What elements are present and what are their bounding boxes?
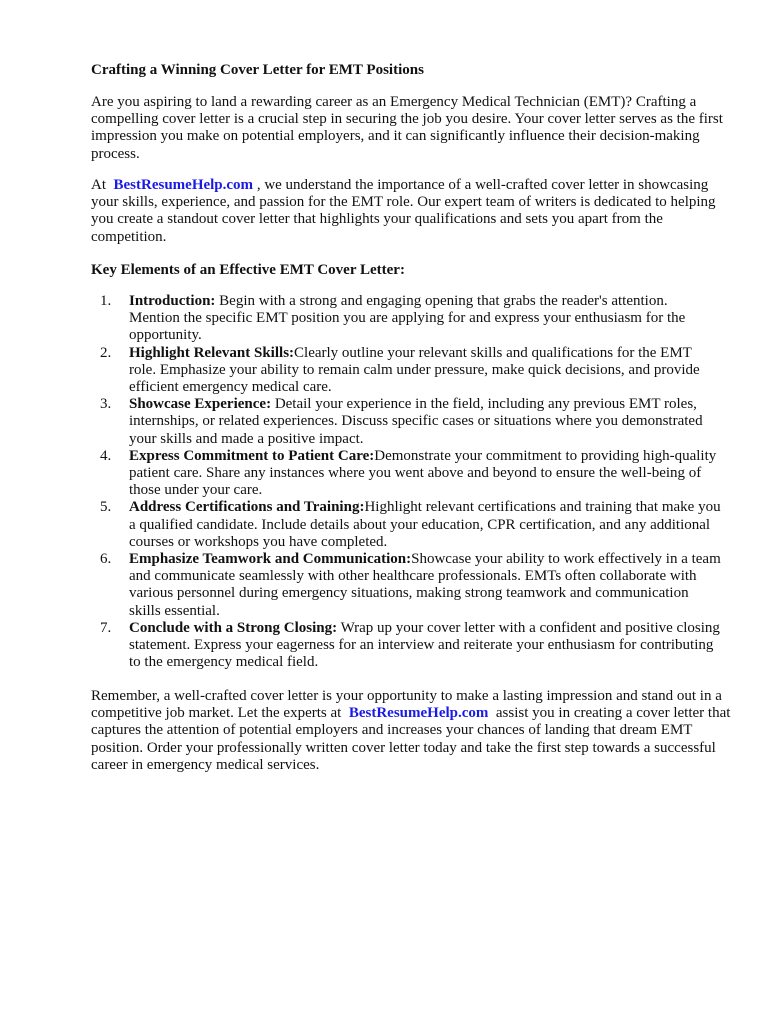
list-item-text: Wrap up your cover letter with a confident and positive closing statement. Express your eagerness for an interview and reiterate your enthusiasm for contributing to the emergency medical field. — [129, 619, 720, 671]
list-item — [91, 620, 721, 672]
elements-list — [91, 293, 721, 671]
list-item — [91, 448, 721, 500]
list-item-heading: Highlight Relevant Skills: — [129, 344, 295, 361]
company-paragraph-prefix: At — [91, 177, 106, 193]
list-item-heading: Emphasize Teamwork and Communication: — [129, 551, 412, 568]
list-item-number: 1. — [100, 293, 112, 309]
list-item — [91, 551, 721, 620]
list-item-number: 5. — [100, 499, 112, 516]
list-item-heading: Introduction: — [129, 293, 216, 309]
list-item-text: Showcase your ability to work effectively in a team and communicate seamlessly with other healthcare professionals. EMTs often collaborate with various personnel during emergency situations, making strong teamwork and communication skills essential. — [129, 551, 721, 619]
list-item-text: Begin with a strong and engaging opening that grabs the reader's attention. Mention the specific EMT position you are applying for and express your enthusiasm for the opportunity. — [129, 293, 686, 344]
list-item-heading: Address Certifications and Training: — [129, 499, 365, 516]
list-item-number: 4. — [100, 447, 112, 464]
list-item — [91, 345, 721, 397]
company-paragraph — [91, 177, 733, 246]
closing-paragraph — [91, 688, 733, 774]
bestresumehelp-link[interactable]: BestResumeHelp.com — [348, 705, 489, 722]
list-item-heading: Express Commitment to Patient Care: — [129, 447, 375, 464]
list-item — [91, 499, 721, 551]
list-item-number: 6. — [100, 551, 112, 568]
list-item-number: 3. — [100, 396, 112, 413]
bestresumehelp-link[interactable]: BestResumeHelp.com — [113, 177, 254, 193]
list-item-heading: Conclude with a Strong Closing: — [129, 619, 338, 636]
list-item-number: 7. — [100, 619, 112, 636]
list-item — [91, 396, 721, 448]
intro-paragraph: Are you aspiring to land a rewarding career as an Emergency Medical Technician (EMT)? Crafting a compelling cover letter is a crucial step in securing the job you desire. Your cover letter serves as the first impression you make on potential employers, and it can significantly influence their decision-making process. — [91, 94, 723, 162]
closing-paragraph-prefix: Remember, a well-crafted cover letter is your opportunity to make a lasting impression and stand out in a competitive job market. Let the experts at — [91, 688, 722, 722]
closing-paragraph-text: assist you in creating a cover letter that captures the attention of potential employers and increases your chances of landing that dream EMT position. Order your professionally written cover letter today and take the first step towards a successful career in emergency medical services. — [91, 705, 731, 773]
company-paragraph-text: , we understand the importance of a well-crafted cover letter in showcasing your skills, experience, and passion for the EMT role. Our expert team of writers is dedicated to helping you create a standout cover letter that highlights your qualifications and sets you apart from the competition. — [91, 177, 716, 245]
section-heading: Key Elements of an Effective EMT Cover Letter: — [91, 262, 405, 278]
list-item-heading: Showcase Experience: — [129, 396, 272, 413]
list-item-text: Detail your experience in the field, including any previous EMT roles, internships, or related experiences. Discuss specific cases or situations where you demonstrated your skills and made a positive impact. — [129, 396, 703, 447]
list-item-number: 2. — [100, 344, 112, 361]
list-item-text: Clearly outline your relevant skills and qualifications for the EMT role. Emphasize your ability to remain calm under pressure, make quick decisions, and provide efficient emergency medical care. — [129, 344, 700, 396]
document-title: Crafting a Winning Cover Letter for EMT Positions — [91, 62, 424, 78]
list-item-text: Demonstrate your commitment to providing high-quality patient care. Share any instances where you went above and beyond to ensure the well-being of those under your care. — [129, 447, 717, 499]
list-item — [91, 293, 721, 345]
list-item-text: Highlight relevant certifications and training that make you a qualified candidate. Include details about your education, CPR certification, and any additional courses or workshops you have completed. — [129, 499, 721, 550]
